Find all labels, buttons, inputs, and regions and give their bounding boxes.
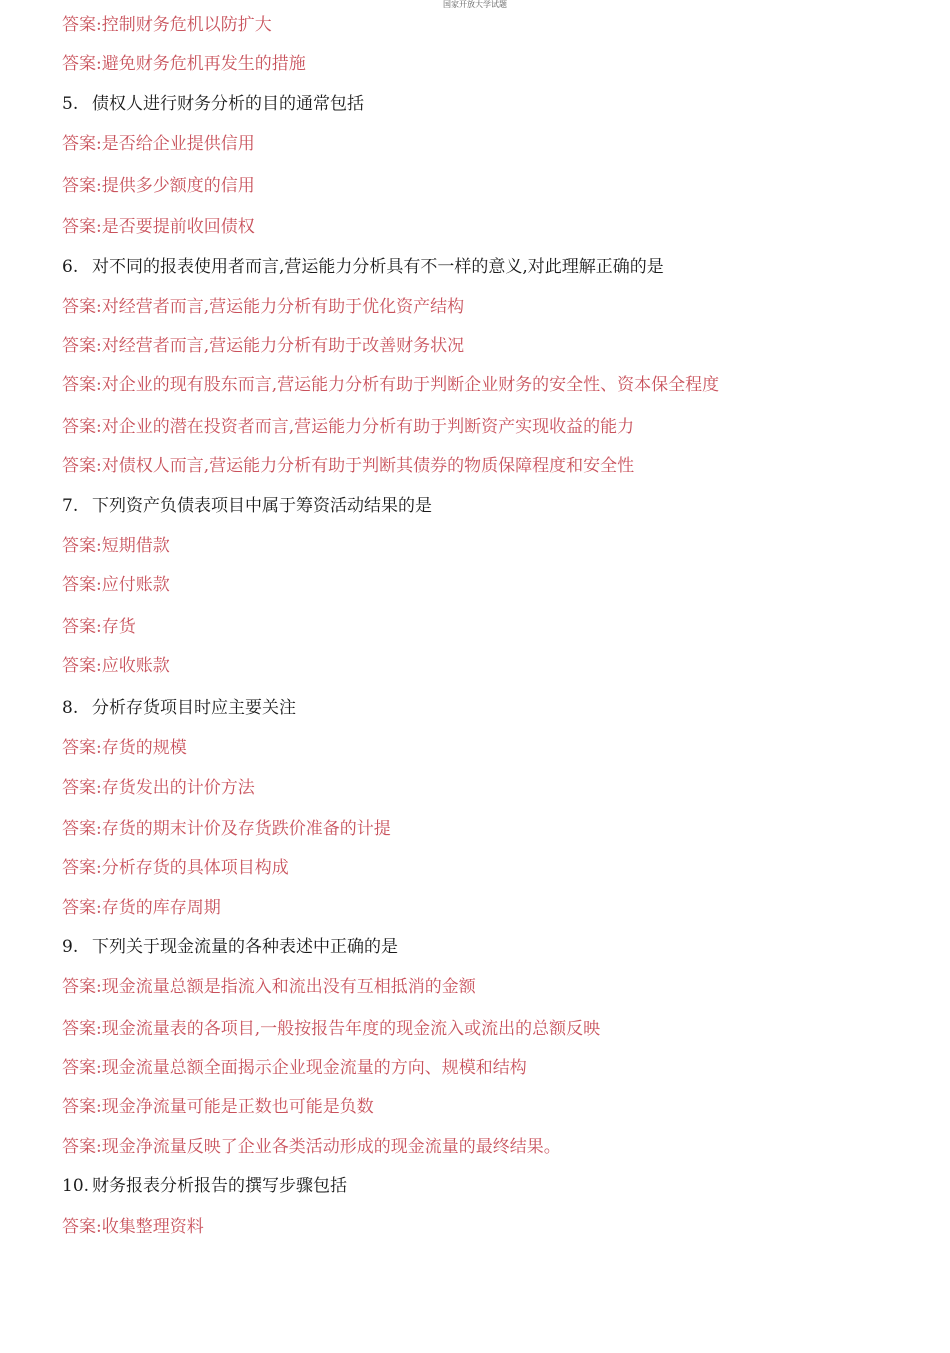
answer-prefix: 答案: (62, 134, 102, 154)
answer-line (62, 574, 170, 596)
answer-line (62, 535, 170, 557)
answer-line (62, 374, 719, 396)
answer-line (62, 737, 187, 759)
answer-text: 现金净流量可能是正数也可能是负数 (101, 1097, 374, 1117)
answer-prefix: 答案: (62, 656, 102, 676)
answer-prefix: 答案: (62, 536, 102, 556)
answer-prefix: 答案: (62, 336, 102, 356)
answer-text: 现金流量总额是指流入和流出没有互相抵消的金额 (101, 977, 476, 997)
page-header: 国家开放大学试题 (443, 0, 507, 9)
answer-text: 避免财务危机再发生的措施 (101, 54, 306, 74)
answer-prefix: 答案: (62, 898, 102, 918)
answer-line (62, 53, 306, 75)
answer-text: 存货的期末计价及存货跌价准备的计提 (101, 819, 391, 839)
answer-prefix: 答案: (62, 778, 102, 798)
answer-text: 现金流量表的各项目,一般按报告年度的现金流入或流出的总额反映 (101, 1019, 601, 1039)
answer-line (62, 14, 272, 36)
question-number: 5. (62, 94, 79, 114)
answer-line (62, 777, 255, 799)
answer-text: 提供多少额度的信用 (101, 176, 255, 196)
answer-text: 存货 (101, 617, 136, 637)
answer-line (62, 296, 464, 318)
answer-line (62, 1018, 600, 1040)
question-number: 6. (62, 257, 79, 277)
question-text: 对不同的报表使用者而言,营运能力分析具有不一样的意义,对此理解正确的是 (92, 257, 664, 277)
question-number: 7. (62, 496, 79, 516)
answer-prefix: 答案: (62, 1097, 102, 1117)
answer-prefix: 答案: (62, 297, 102, 317)
answer-text: 应付账款 (101, 575, 170, 595)
answer-text: 对经营者而言,营运能力分析有助于优化资产结构 (101, 297, 465, 317)
answer-prefix: 答案: (62, 617, 102, 637)
question-line (62, 256, 664, 278)
answer-text: 收集整理资料 (101, 1217, 204, 1237)
answer-line (62, 133, 255, 155)
question-text: 下列关于现金流量的各种表述中正确的是 (92, 937, 398, 957)
answer-text: 存货的库存周期 (101, 898, 221, 918)
answer-prefix: 答案: (62, 456, 102, 476)
answer-line (62, 1136, 561, 1158)
question-text: 财务报表分析报告的撰写步骤包括 (92, 1176, 347, 1196)
answer-text: 对经营者而言,营运能力分析有助于改善财务状况 (101, 336, 465, 356)
answer-text: 是否给企业提供信用 (101, 134, 255, 154)
answer-prefix: 答案: (62, 738, 102, 758)
question-line (62, 1175, 347, 1197)
answer-prefix: 答案: (62, 575, 102, 595)
answer-text: 对债权人而言,营运能力分析有助于判断其债券的物质保障程度和安全性 (101, 456, 635, 476)
answer-text: 对企业的现有股东而言,营运能力分析有助于判断企业财务的安全性、资本保全程度 (101, 375, 720, 395)
answer-line (62, 857, 289, 879)
question-number: 8. (62, 698, 79, 718)
question-text: 分析存货项目时应主要关注 (92, 698, 296, 718)
answer-line (62, 818, 391, 840)
answer-prefix: 答案: (62, 217, 102, 237)
answer-prefix: 答案: (62, 176, 102, 196)
answer-line (62, 216, 255, 238)
answer-prefix: 答案: (62, 858, 102, 878)
answer-text: 分析存货的具体项目构成 (101, 858, 289, 878)
answer-text: 现金流量总额全面揭示企业现金流量的方向、规模和结构 (101, 1058, 527, 1078)
question-text: 下列资产负债表项目中属于筹资活动结果的是 (92, 496, 432, 516)
question-number: 10. (62, 1176, 90, 1196)
answer-prefix: 答案: (62, 15, 102, 35)
question-number: 9. (62, 937, 79, 957)
answer-text: 现金净流量反映了企业各类活动形成的现金流量的最终结果。 (101, 1137, 561, 1157)
answer-line (62, 976, 476, 998)
answer-prefix: 答案: (62, 417, 102, 437)
answer-prefix: 答案: (62, 1217, 102, 1237)
answer-prefix: 答案: (62, 1058, 102, 1078)
answer-text: 存货发出的计价方法 (101, 778, 255, 798)
question-line (62, 936, 398, 958)
answer-text: 短期借款 (101, 536, 170, 556)
answer-text: 对企业的潜在投资者而言,营运能力分析有助于判断资产实现收益的能力 (101, 417, 635, 437)
question-text: 债权人进行财务分析的目的通常包括 (92, 94, 364, 114)
question-line (62, 93, 364, 115)
answer-text: 应收账款 (101, 656, 170, 676)
answer-prefix: 答案: (62, 819, 102, 839)
answer-line (62, 455, 634, 477)
answer-prefix: 答案: (62, 977, 102, 997)
answer-line (62, 335, 464, 357)
answer-prefix: 答案: (62, 1137, 102, 1157)
answer-line (62, 655, 170, 677)
answer-line (62, 897, 221, 919)
answer-line (62, 1057, 527, 1079)
answer-text: 控制财务危机以防扩大 (101, 15, 272, 35)
answer-line (62, 1216, 204, 1238)
answer-text: 存货的规模 (101, 738, 187, 758)
answer-line (62, 1096, 374, 1118)
answer-prefix: 答案: (62, 1019, 102, 1039)
answer-prefix: 答案: (62, 375, 102, 395)
answer-line (62, 616, 136, 638)
answer-line (62, 416, 634, 438)
answer-text: 是否要提前收回债权 (101, 217, 255, 237)
question-line (62, 495, 432, 517)
answer-line (62, 175, 255, 197)
answer-prefix: 答案: (62, 54, 102, 74)
question-line (62, 697, 296, 719)
